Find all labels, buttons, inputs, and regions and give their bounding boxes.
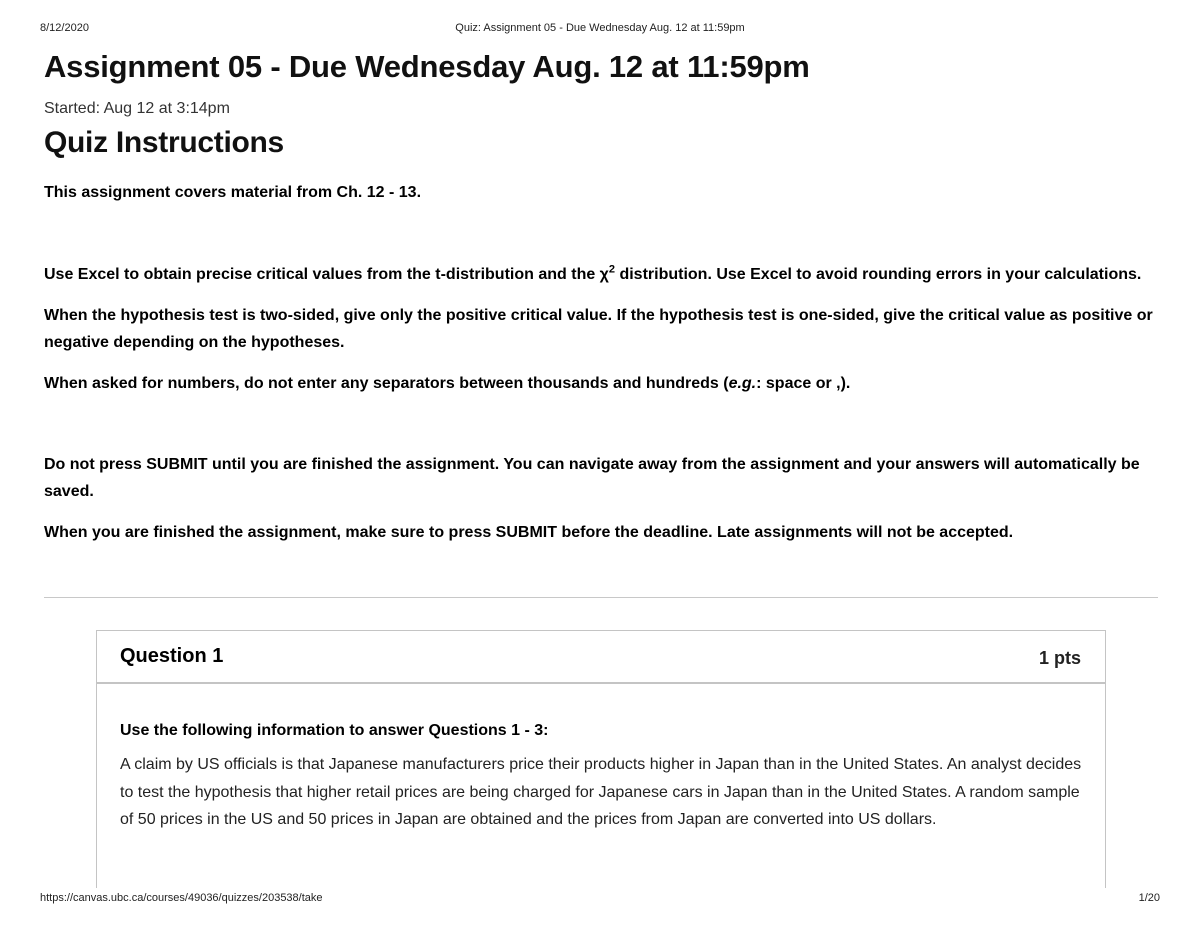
print-page-title: Quiz: Assignment 05 - Due Wednesday Aug. 12 at 11:59pm bbox=[455, 22, 745, 34]
instruction-submit: Do not press SUBMIT until you are finished the assignment. You can navigate away from the assignment and your answers will automatically be saved. bbox=[44, 456, 1140, 500]
chi-square-superscript: 2 bbox=[608, 263, 616, 276]
print-header bbox=[40, 22, 1160, 38]
assignment-title: Assignment 05 - Due Wednesday Aug. 12 at 11:59pm bbox=[44, 49, 810, 84]
instruction-separators bbox=[44, 370, 1160, 397]
question-header bbox=[97, 631, 1105, 684]
instruction-separators-part2: : space or ,). bbox=[756, 375, 851, 392]
quiz-content bbox=[44, 46, 1160, 546]
question-card bbox=[96, 630, 1106, 888]
print-page-number: 1/20 bbox=[1138, 892, 1160, 904]
quiz-instructions-heading: Quiz Instructions bbox=[44, 126, 284, 159]
instruction-excel-part1: Use Excel to obtain precise critical values from the t-distribution and the χ bbox=[44, 266, 609, 283]
started-timestamp: Started: Aug 12 at 3:14pm bbox=[44, 100, 230, 117]
question-points: 1 pts bbox=[1038, 648, 1081, 668]
instruction-deadline: When you are finished the assignment, make sure to press SUBMIT before the deadline. Late assignments will not be accepted. bbox=[44, 524, 1014, 541]
print-footer bbox=[40, 892, 1160, 908]
instruction-critical-value: When the hypothesis test is two-sided, give only the positive critical value. If the hypothesis test is one-sided, give the critical value as positive or negative depending on the hypotheses. bbox=[44, 307, 1153, 351]
question-title: Question 1 bbox=[120, 645, 224, 667]
instruction-excel bbox=[44, 261, 1160, 288]
instruction-coverage: This assignment covers material from Ch. 12 - 13. bbox=[44, 184, 422, 201]
instruction-eg: e.g. bbox=[728, 375, 757, 392]
print-url: https://canvas.ubc.ca/courses/49036/quizzes/203538/take bbox=[40, 892, 323, 904]
question-lead: Use the following information to answer Questions 1 - 3: bbox=[120, 722, 549, 739]
print-date: 8/12/2020 bbox=[40, 22, 89, 34]
quiz-instructions bbox=[44, 179, 1160, 546]
section-divider bbox=[44, 597, 1158, 598]
question-body bbox=[97, 721, 1105, 834]
question-text: A claim by US officials is that Japanese manufacturers price their products higher in Japan than in the United States. An analyst decides to test the hypothesis that higher retail prices are being charged for Japanese cars in Japan than in the United States. A random sample of 50 prices in the US and 50 prices in Japan are obtained and the prices from Japan are converted into US dollars. bbox=[120, 756, 1082, 828]
instruction-excel-part2: distribution. Use Excel to avoid rounding errors in your calculations. bbox=[615, 266, 1142, 283]
instruction-separators-part1: When asked for numbers, do not enter any separators between thousands and hundreds ( bbox=[44, 375, 729, 392]
